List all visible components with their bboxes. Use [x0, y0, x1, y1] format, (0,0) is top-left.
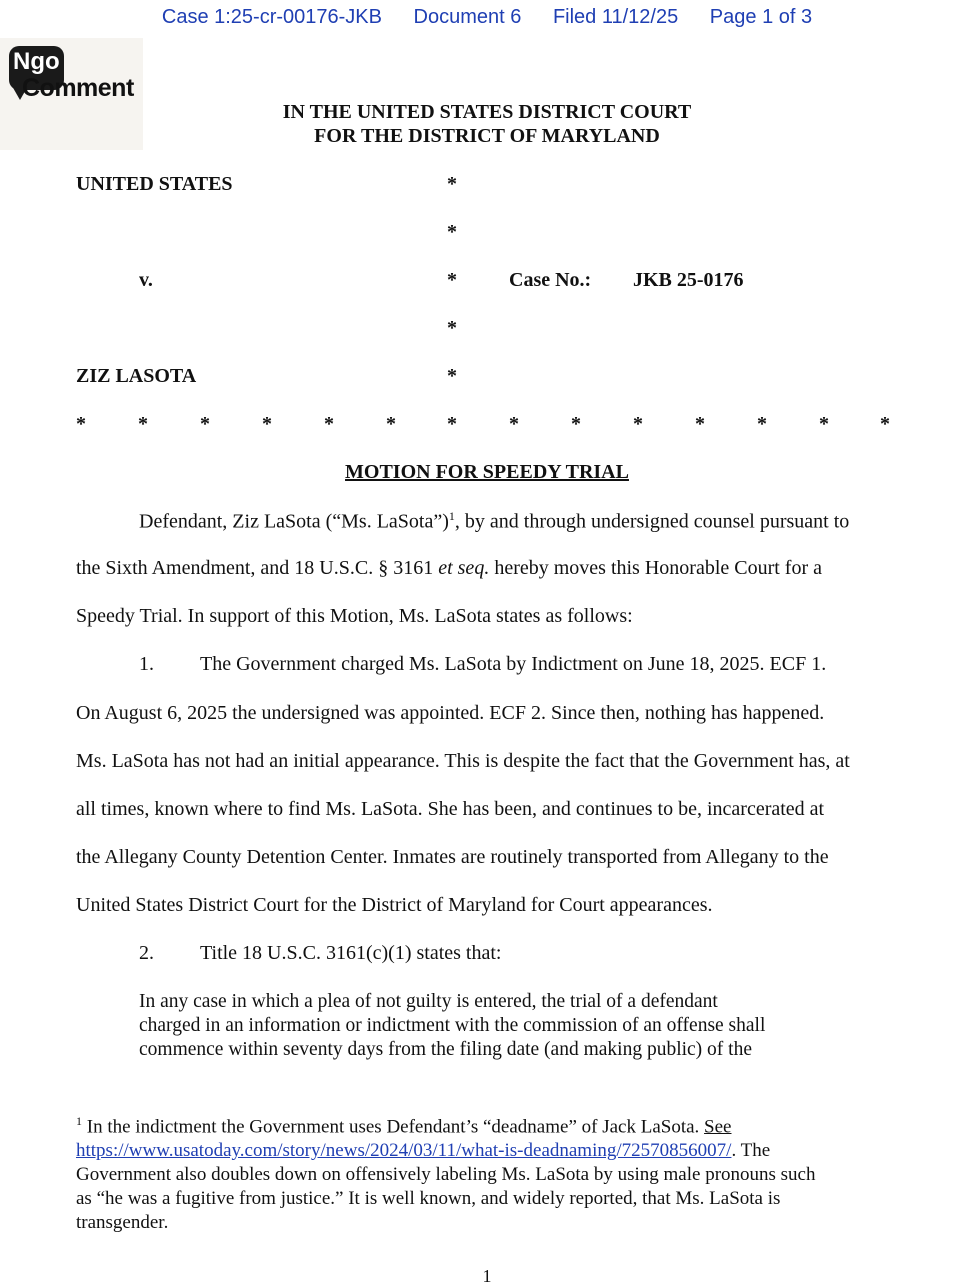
- see-signal: See: [704, 1116, 732, 1138]
- caption-star: *: [76, 413, 86, 435]
- para-2-number: 2.: [139, 942, 154, 964]
- document-number-header: Document 6: [413, 6, 522, 28]
- case-number-value: JKB 25-0176: [633, 269, 744, 291]
- versus-text: v.: [139, 269, 153, 291]
- footnote-line-3: Government also doubles down on offensively labeling Ms. LaSota by using male pronouns such: [76, 1164, 816, 1186]
- footnote-line-5: transgender.: [76, 1212, 169, 1234]
- case-number-header: Case 1:25-cr-00176-JKB: [161, 6, 382, 28]
- para-1-line-3: Ms. LaSota has not had an initial appearance. This is despite the fact that the Government has, at: [76, 750, 850, 772]
- court-line-1: IN THE UNITED STATES DISTRICT COURT: [282, 101, 692, 123]
- footnote-mark: 1: [76, 1114, 82, 1128]
- motion-title: MOTION FOR SPEEDY TRIAL: [345, 461, 629, 483]
- deadnaming-article-link[interactable]: https://www.usatoday.com/story/news/2024/03/11/what-is-deadnaming/72570856007/: [76, 1140, 732, 1162]
- caption-star: *: [447, 365, 457, 387]
- caption-star: *: [757, 413, 767, 435]
- caption-star: *: [509, 413, 519, 435]
- court-line-2: FOR THE DISTRICT OF MARYLAND: [314, 125, 660, 147]
- footnote: $^1$ In the indictment the Government uses Defendant’s “deadname” of Jack LaSota. See https://www.usatoday.com/story/news/2024/03/11/what-is-deadnaming/72570856007/. The Government also doubles down on offensively labeling Ms. LaSota by using male pronouns such as “he was a fugitive from justice.” It is well known, and widely reported, that Ms. LaSota is transgender.: [76, 1109, 906, 1235]
- page-count-header: Page 1 of 3: [709, 6, 813, 28]
- caption-star: *: [447, 269, 457, 291]
- caption-star: *: [571, 413, 581, 435]
- statute-quote: [139, 990, 839, 1062]
- intro-line-1: Defendant, Ziz LaSota (“Ms. LaSota”)$^1$, by and through undersigned counsel pursuant to: [139, 509, 850, 533]
- caption-star: *: [819, 413, 829, 435]
- case-number-label: Case No.:: [509, 269, 592, 291]
- para-2-text: Title 18 U.S.C. 3161(c)(1) states that:: [200, 942, 502, 964]
- footnote-ref: 1: [448, 509, 455, 523]
- caption-star: *: [262, 413, 272, 435]
- intro-line-3: Speedy Trial. In support of this Motion, Ms. LaSota states as follows:: [76, 605, 633, 627]
- para-1-number: 1.: [139, 653, 154, 675]
- page-number: 1: [482, 1266, 492, 1286]
- para-1-line-6: United States District Court for the District of Maryland for Court appearances.: [76, 894, 713, 916]
- caption-star: *: [386, 413, 396, 435]
- ecf-header: [0, 6, 974, 29]
- plaintiff-name: UNITED STATES: [76, 173, 233, 195]
- caption-star: *: [324, 413, 334, 435]
- caption-star: *: [633, 413, 643, 435]
- caption-star: *: [695, 413, 705, 435]
- defendant-name: ZIZ LASOTA: [76, 365, 197, 387]
- para-1-line-5: the Allegany County Detention Center. Inmates are routinely transported from Allegany to the: [76, 846, 829, 868]
- quote-line-2: charged in an information or indictment with the commission of an offense shall: [139, 1015, 766, 1036]
- intro-line-2: the Sixth Amendment, and 18 U.S.C. § 3161 et seq. hereby moves this Honorable Court for a: [76, 557, 823, 579]
- para-1-line-2: On August 6, 2025 the undersigned was appointed. ECF 2. Since then, nothing has happened.: [76, 702, 825, 724]
- para-1-line-4: all times, known where to find Ms. LaSota. She has been, and continues to be, incarcerated at: [76, 798, 825, 820]
- caption-star: *: [447, 413, 457, 435]
- logo-line-1: Ngo: [13, 48, 60, 75]
- caption-star: *: [880, 413, 890, 435]
- court-heading: [0, 100, 974, 148]
- para-1-line-1: The Government charged Ms. LaSota by Indictment on June 18, 2025. ECF 1.: [200, 653, 827, 675]
- caption-star: *: [447, 317, 457, 339]
- logo-line-2: Comment: [22, 74, 134, 102]
- footnote-line-4: as “he was a fugitive from justice.” It is well known, and widely reported, that Ms. LaSota is: [76, 1188, 781, 1210]
- caption-star: *: [447, 221, 457, 243]
- quote-line-3: commence within seventy days from the filing date (and making public) of the: [139, 1039, 752, 1060]
- caption-star: *: [447, 173, 457, 195]
- caption-star: *: [138, 413, 148, 435]
- filed-date-header: Filed 11/12/25: [552, 6, 679, 28]
- quote-line-1: In any case in which a plea of not guilty is entered, the trial of a defendant: [139, 991, 718, 1012]
- caption-star: *: [200, 413, 210, 435]
